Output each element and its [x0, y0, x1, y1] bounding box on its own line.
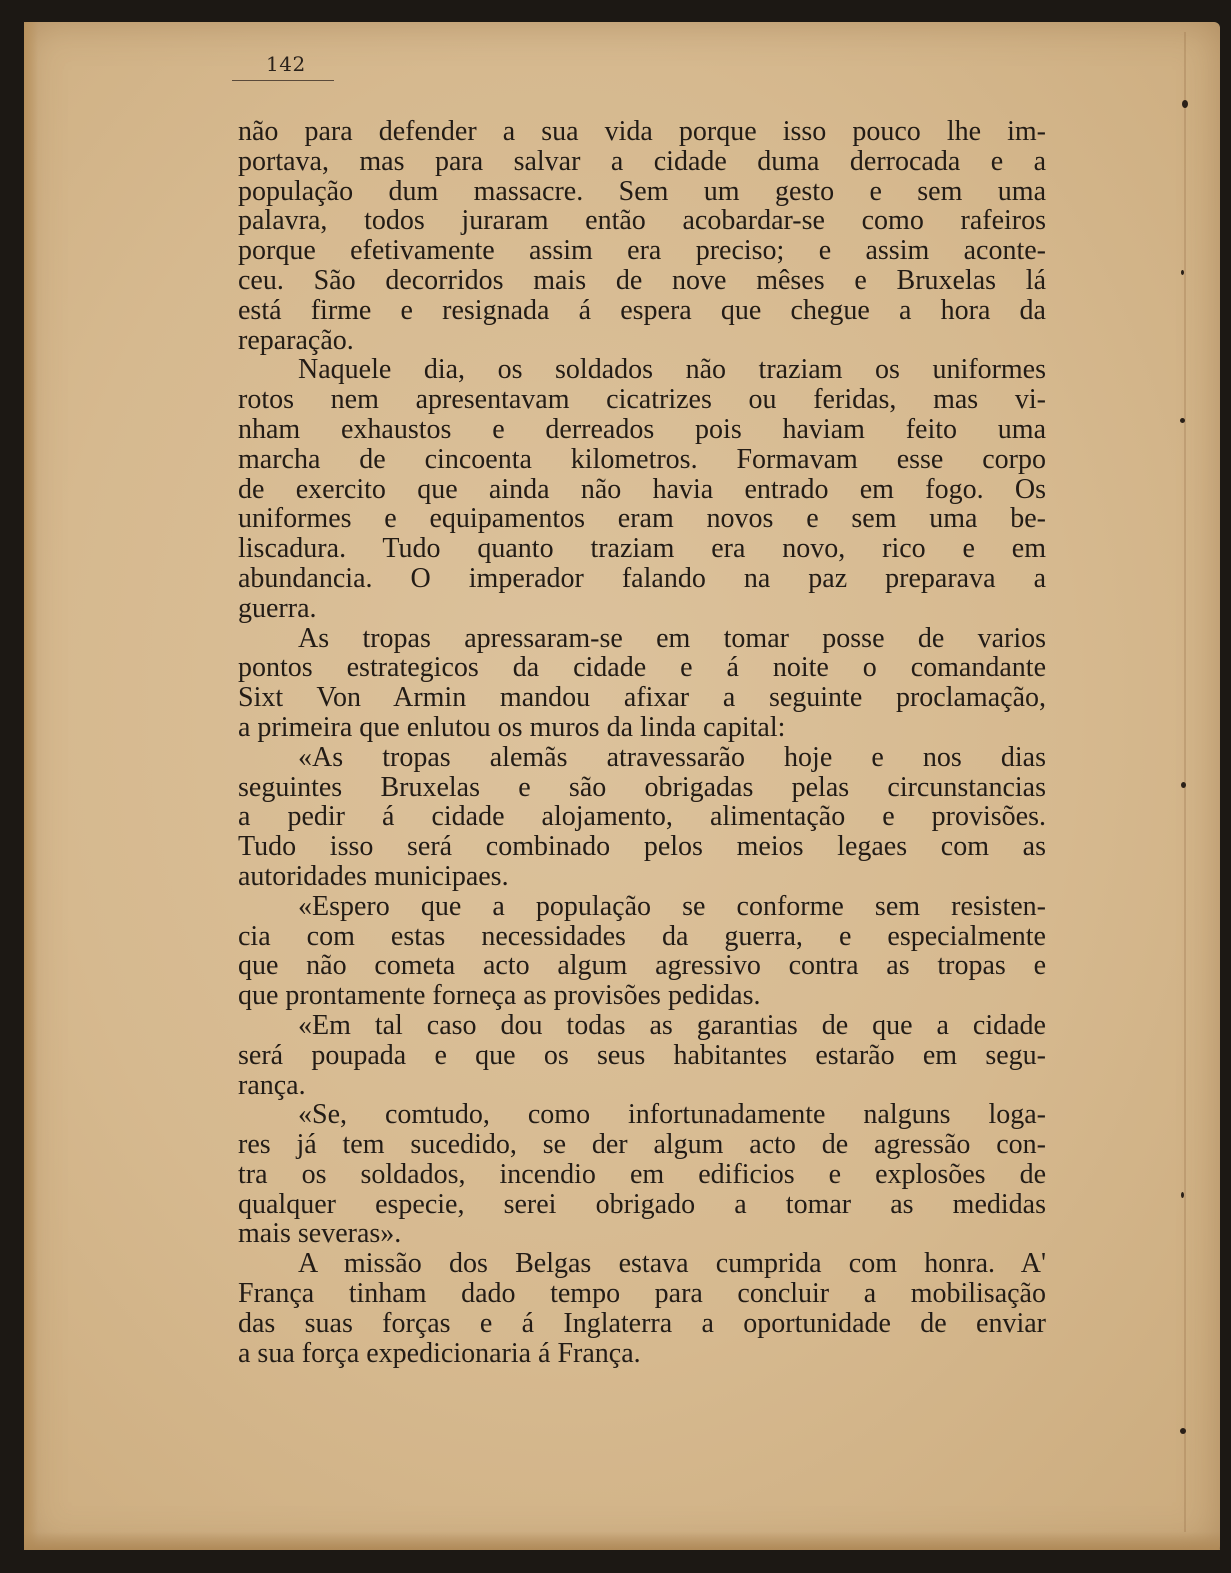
text-line: autoridades municipaes.: [238, 860, 509, 892]
text-line: das suas forças e á Inglaterra a oportunidade de enviar: [238, 1307, 1046, 1339]
text-line: nham exhaustos e derreados pois haviam feito uma: [238, 413, 1046, 445]
page-left-edge: [24, 22, 38, 1550]
text-line: palavra, todos juraram então acobardar-se como rafeiros: [238, 205, 1046, 237]
text-line: que não cometa acto algum agressivo contra as tropas e: [238, 950, 1046, 982]
text-line: rança.: [238, 1069, 306, 1101]
text-line: reparação.: [238, 324, 354, 356]
page-bottom-edge: [24, 1532, 1220, 1550]
text-line: mais severas».: [238, 1218, 402, 1250]
text-line: «Espero que a população se conforme sem resisten-: [298, 890, 1046, 922]
header-rule: [232, 80, 334, 81]
text-line: «Se, comtudo, como infortunadamente nalguns loga-: [298, 1099, 1046, 1131]
text-line: a sua força expedicionaria á França.: [238, 1337, 641, 1369]
text-line: cia com estas necessidades da guerra, e especialmente: [238, 920, 1046, 952]
text-line: Tudo isso será combinado pelos meios legaes com as: [238, 831, 1046, 863]
text-line: liscadura. Tudo quanto traziam era novo, rico e em: [238, 533, 1046, 565]
text-line: «As tropas alemãs atravessarão hoje e nos dias: [298, 741, 1046, 773]
text-line: tra os soldados, incendio em edificios e explosões de: [238, 1158, 1046, 1190]
text-line: rotos nem apresentavam cicatrizes ou feridas, mas vi-: [238, 384, 1046, 416]
text-line: não para defender a sua vida porque isso pouco lhe im-: [238, 116, 1046, 147]
text-line: marcha de cincoenta kilometros. Formavam esse corpo: [238, 443, 1046, 475]
text-line: res já tem sucedido, se der algum acto de agressão con-: [238, 1129, 1046, 1161]
text-line: ceu. São decorridos mais de nove mêses e Bruxelas lá: [238, 264, 1046, 296]
text-line: portava, mas para salvar a cidade duma derrocada e a: [238, 145, 1046, 177]
text-line: Sixt Von Armin mandou afixar a seguinte proclamação,: [238, 682, 1046, 714]
text-line: abundancia. O imperador falando na paz preparava a: [238, 562, 1046, 594]
ink-speck: [1181, 782, 1186, 788]
text-line: que prontamente forneça as provisões pedidas.: [238, 980, 761, 1012]
text-line: seguintes Bruxelas e são obrigadas pelas circunstancias: [238, 771, 1046, 803]
ink-speck: [1182, 100, 1188, 108]
ink-speck: [1181, 270, 1184, 275]
text-line: França tinham dado tempo para concluir a mobilisação: [238, 1278, 1046, 1310]
text-line: a pedir á cidade alojamento, alimentação e provisões.: [238, 801, 1046, 833]
ink-speck: [1180, 1428, 1186, 1434]
page-body-text: [238, 117, 1046, 1368]
ink-speck: [1181, 1192, 1184, 1198]
text-line: pontos estrategicos da cidade e á noite o comandante: [238, 652, 1046, 684]
text-line: guerra.: [238, 592, 317, 624]
ink-speck: [1180, 418, 1185, 423]
text-line: será poupada e que os seus habitantes estarão em segu-: [238, 1039, 1046, 1071]
page-number: 142: [266, 52, 306, 76]
text-line: Naquele dia, os soldados não traziam os uniformes: [298, 354, 1046, 386]
text-line: população dum massacre. Sem um gesto e sem uma: [238, 175, 1046, 207]
text-line: qualquer especie, serei obrigado a tomar as medidas: [238, 1188, 1046, 1220]
text-line: uniformes e equipamentos eram novos e sem uma be-: [238, 503, 1046, 535]
text-line: de exercito que ainda não havia entrado em fogo. Os: [238, 473, 1046, 505]
text-line: está firme e resignada á espera que chegue a hora da: [238, 294, 1046, 326]
text-line: porque efetivamente assim era preciso; e assim aconte-: [238, 235, 1046, 267]
text-line: a primeira que enlutou os muros da linda capital:: [238, 711, 786, 743]
text-line: As tropas apressaram-se em tomar posse de varios: [298, 622, 1046, 654]
text-line: A missão dos Belgas estava cumprida com honra. A': [298, 1248, 1046, 1280]
text-line: «Em tal caso dou todas as garantias de que a cidade: [298, 1009, 1046, 1041]
